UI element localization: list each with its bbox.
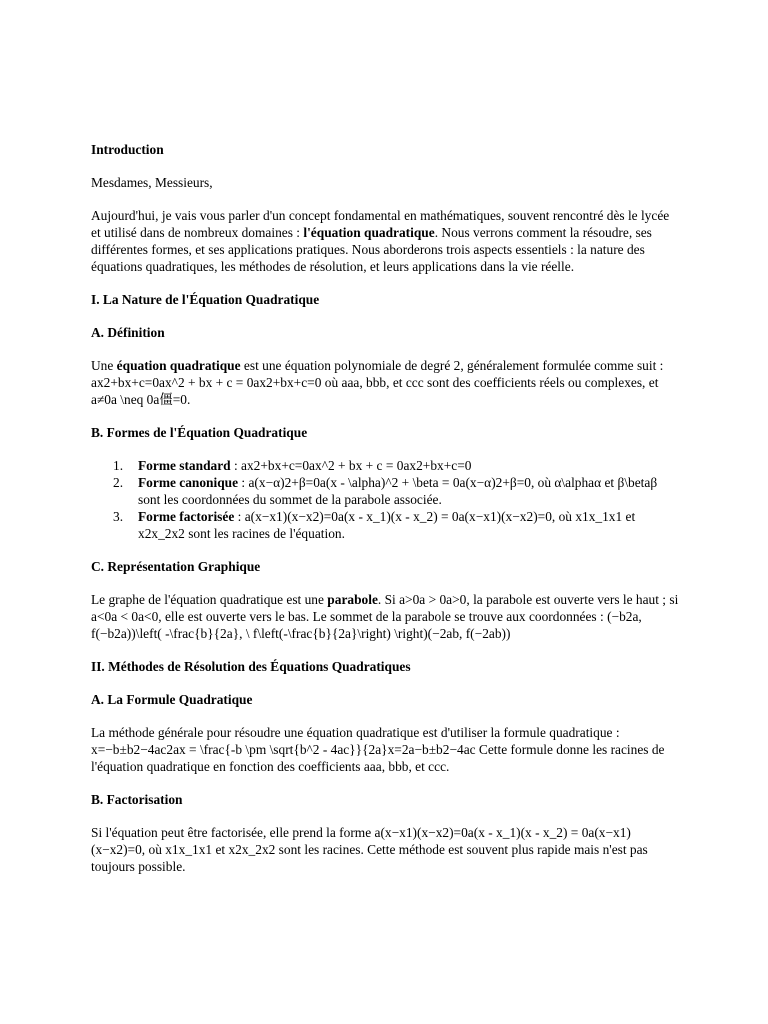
list-item-label: Forme factorisée: [138, 509, 235, 524]
greeting: Mesdames, Messieurs,: [91, 175, 213, 190]
list-item-number: 2.: [113, 475, 124, 490]
factorisation-paragraph: Si l'équation peut être factorisée, elle prend la forme a(x−x1)(x−x2)=0a(x - x_1)(x - x_2) = 0a(x−x1)(x−x2)=0, où x1x_1x1 et x2x_2x2 sont les racines. Cette méthode est souvent plus rapide mais n'est pas toujours possible.: [91, 825, 648, 874]
formula-paragraph: La méthode générale pour résoudre une équation quadratique est d'utiliser la formule quadratique : x=−b±b2−4ac2ax = \frac{-b \pm \sqrt{b^2 - 4ac}}{2a}x=2a−b±b2−4ac Cette formule donne les racines de l'équation quadratique en fonction des coefficients aaa, bbb, et ccc.: [91, 725, 665, 774]
intro-paragraph: [91, 207, 681, 275]
list-item-label: Forme standard: [138, 458, 231, 473]
graph-paragraph: [91, 591, 681, 642]
list-item-text: : a(x−α)2+β=0a(x - \alpha)^2 + \beta = 0a(x−α)2+β=0, où α\alphaα et β\betaβ sont les coordonnées du sommet de la parabole associée.: [138, 475, 658, 507]
graph-text-a: Le graphe de l'équation quadratique est une: [91, 592, 328, 607]
list-item: [91, 508, 681, 542]
definition-text-c: est une équation polynomiale de degré 2, généralement formulée comme suit : ax2+bx+c=0ax^2 + bx + c = 0ax2+bx+c=0 où aaa, bbb, et ccc sont des coefficients réels ou complexes, et a≠0a \neq 0a僵=0.: [91, 358, 664, 407]
list-item-label: Forme canonique: [138, 475, 239, 490]
definition-paragraph: [91, 357, 681, 408]
list-item-text: : a(x−x1)(x−x2)=0a(x - x_1)(x - x_2) = 0a(x−x1)(x−x2)=0, où x1x_1x1 et x2x_2x2 sont les racines de l'équation.: [138, 509, 636, 541]
list-item: [91, 457, 681, 474]
section2-a-title: A. La Formule Quadratique: [91, 692, 253, 707]
graph-text-c: . Si a>0a > 0a>0, la parabole est ouverte vers le haut ; si a<0a < 0a<0, elle est ouverte vers le bas. Le sommet de la parabole se trouve aux coordonnées : (−b2a, f(−b2a))\left( -\frac{b}{2a}, \ f\left(-\frac{b}{2a}\right) \right)(−2ab, f(−2ab)): [91, 592, 679, 641]
section1-a-title: A. Définition: [91, 325, 165, 340]
section2-b-title: B. Factorisation: [91, 792, 183, 807]
graph-emphasis: parabole: [327, 592, 378, 607]
section1-c-title: C. Représentation Graphique: [91, 559, 261, 574]
section2-title: II. Méthodes de Résolution des Équations Quadratiques: [91, 659, 411, 674]
intro-text-a: Aujourd'hui, je vais vous parler d'un concept fondamental en mathématiques, souvent rencontré dès le lycée et utilisé dans de nombreux domaines :: [91, 208, 670, 240]
definition-emphasis: équation quadratique: [116, 358, 241, 373]
list-item-text: : ax2+bx+c=0ax^2 + bx + c = 0ax2+bx+c=0: [230, 458, 472, 473]
definition-text-a: Une: [91, 358, 117, 373]
forms-list: [91, 457, 681, 542]
section1-title: I. La Nature de l'Équation Quadratique: [91, 292, 320, 307]
section1-b-title: B. Formes de l'Équation Quadratique: [91, 425, 308, 440]
list-item: [91, 474, 681, 508]
document-body: [91, 141, 681, 891]
intro-heading: Introduction: [91, 142, 164, 157]
list-item-number: 1.: [113, 458, 124, 473]
intro-emphasis: l'équation quadratique: [303, 225, 435, 240]
intro-text-c: . Nous verrons comment la résoudre, ses différentes formes, et ses applications pratiques. Nous aborderons trois aspects essentiels : la nature des équations quadratiques, les méthodes de résolution, et leurs applications dans la vie réelle.: [91, 225, 652, 274]
list-item-number: 3.: [113, 509, 124, 524]
